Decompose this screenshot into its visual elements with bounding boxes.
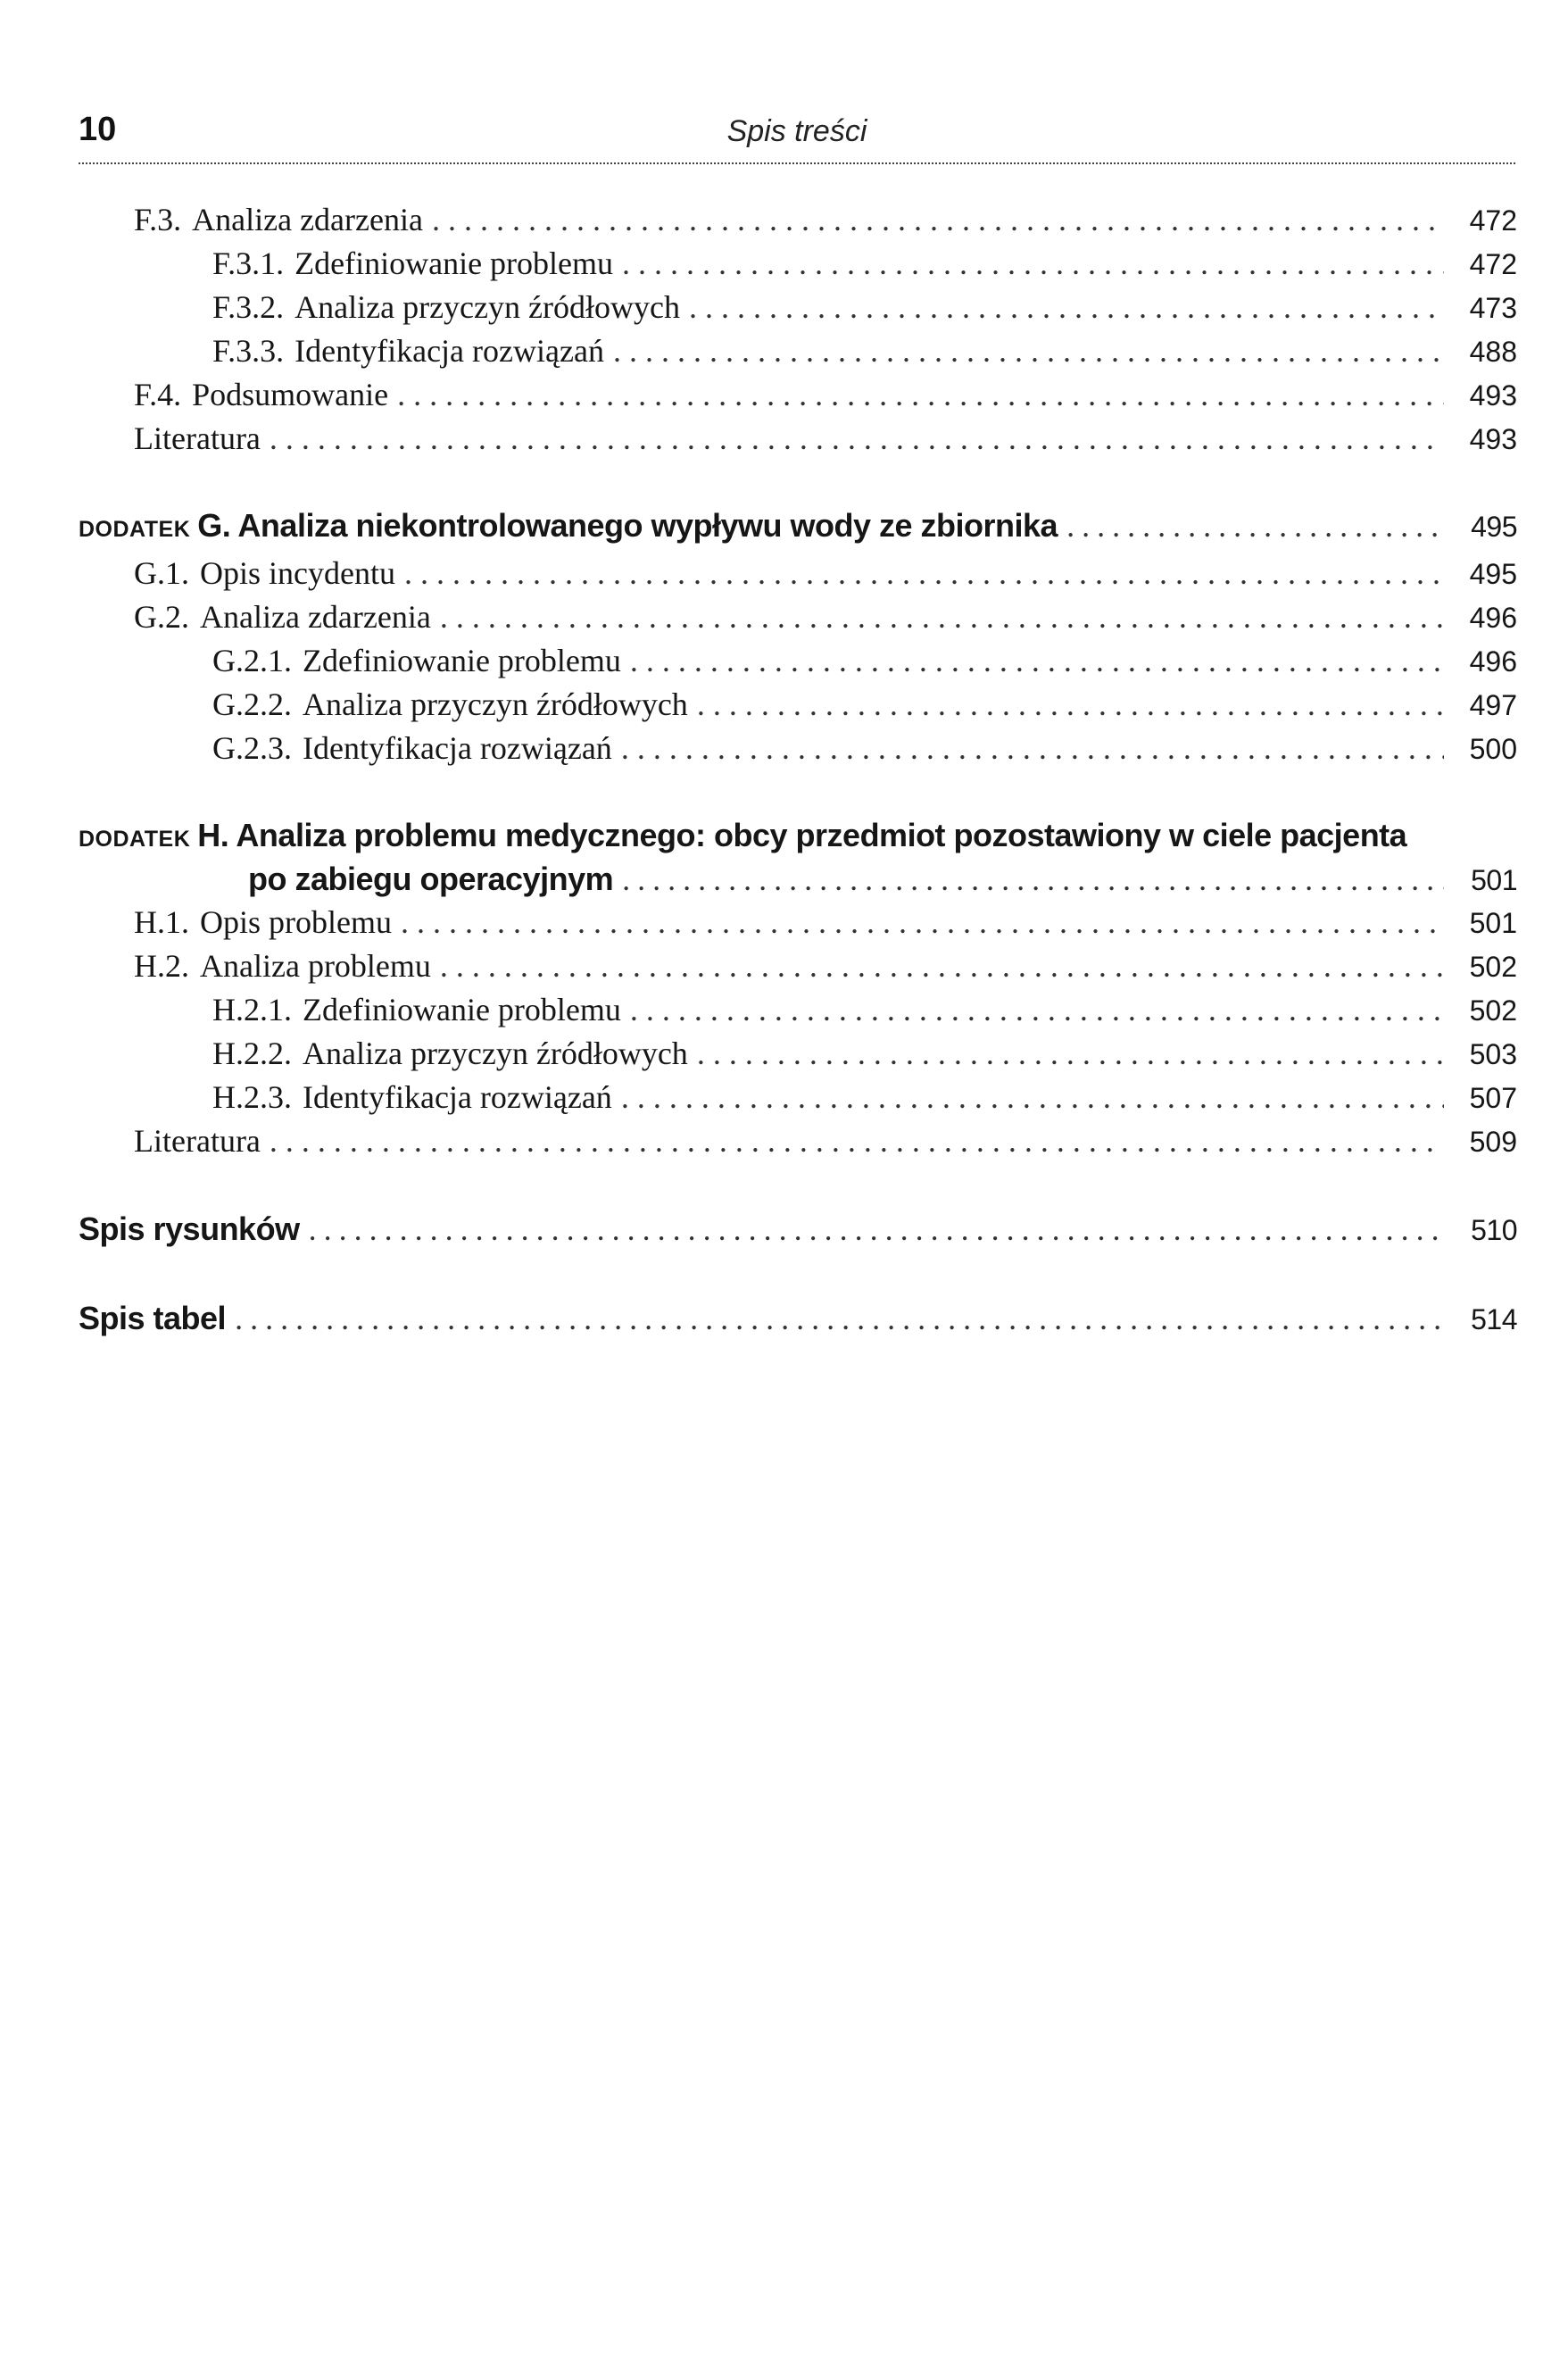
entry-title: Analiza przyczyn źródłowych: [303, 686, 688, 722]
toc-entry-h2-1[interactable]: [79, 988, 1517, 1032]
dot-leader: [401, 901, 1444, 944]
toc-entry-g2-1[interactable]: [79, 639, 1517, 683]
entry-number: F.3.3.: [212, 333, 285, 369]
entry-page: 510: [1471, 1214, 1517, 1246]
entry-number: F.3.1.: [212, 245, 285, 281]
dot-leader: [270, 1119, 1444, 1163]
section-title: Spis tabel: [79, 1300, 227, 1336]
entry-number: G.1.: [134, 555, 189, 591]
entry-number: H.1.: [134, 904, 189, 940]
toc-entry-h2-2[interactable]: [79, 1032, 1517, 1076]
entry-page: 514: [1471, 1303, 1517, 1335]
toc-entry-h2[interactable]: [79, 944, 1517, 988]
entry-page: 502: [1469, 994, 1517, 1027]
entry-page: 502: [1469, 951, 1517, 983]
dot-leader: [630, 988, 1444, 1032]
entry-title: Opis problemu: [200, 904, 392, 940]
dot-leader: [613, 329, 1444, 373]
entry-title: Analiza problemu: [200, 948, 431, 984]
dot-leader: [1066, 504, 1444, 548]
entry-title: Analiza zdarzenia: [192, 202, 423, 237]
toc-entry-f3-1[interactable]: [79, 242, 1517, 286]
toc-entry-f3[interactable]: [79, 198, 1517, 242]
appendix-title-line2: po zabiegu operacyjnym: [248, 861, 614, 897]
appendix-title-line1: H. Analiza problemu medycznego: obcy przedmiot pozostawiony w ciele pacjenta: [197, 817, 1407, 853]
entry-title: Literatura: [134, 420, 261, 456]
entry-number: G.2.3.: [212, 730, 292, 766]
dot-leader: [404, 552, 1444, 595]
toc-appendix-h[interactable]: [79, 813, 1517, 901]
toc-entry-g2-3[interactable]: [79, 727, 1517, 770]
dot-leader: [622, 242, 1444, 286]
toc-entry-h1[interactable]: [79, 901, 1517, 944]
entry-number: F.3.2.: [212, 289, 285, 325]
table-of-contents: [79, 198, 1517, 1342]
dot-leader: [621, 727, 1444, 770]
entry-title: Zdefiniowanie problemu: [303, 992, 621, 1027]
dot-leader: [630, 639, 1444, 683]
dot-leader: [689, 286, 1444, 329]
entry-number: H.2.1.: [212, 992, 292, 1027]
dot-leader: [697, 1032, 1444, 1076]
entry-title: Literatura: [134, 1123, 261, 1159]
entry-page: 503: [1469, 1038, 1517, 1070]
running-title: Spis treści: [726, 114, 867, 148]
dot-leader: [235, 1297, 1444, 1341]
dot-leader: [440, 944, 1444, 988]
entry-title: Identyfikacja rozwiązań: [295, 333, 604, 369]
entry-page: 473: [1469, 292, 1517, 324]
entry-page: 500: [1469, 733, 1517, 765]
entry-page: 488: [1469, 336, 1517, 368]
section-title: Spis rysunków: [79, 1210, 300, 1247]
entry-page: 501: [1469, 907, 1517, 939]
entry-title: Zdefiniowanie problemu: [295, 245, 614, 281]
toc-entry-f3-3[interactable]: [79, 329, 1517, 373]
entry-number: H.2.: [134, 948, 189, 984]
toc-entry-f-literatura[interactable]: [79, 417, 1517, 461]
toc-section-spis-rysunkow[interactable]: [79, 1207, 1517, 1252]
entry-title: Analiza przyczyn źródłowych: [295, 289, 680, 325]
entry-page: 472: [1469, 204, 1517, 237]
entry-page: 495: [1469, 558, 1517, 590]
toc-entry-f3-2[interactable]: [79, 286, 1517, 329]
entry-number: G.2.2.: [212, 686, 292, 722]
entry-title: Opis incydentu: [200, 555, 395, 591]
dot-leader: [397, 373, 1444, 417]
entry-title: Zdefiniowanie problemu: [303, 643, 621, 678]
appendix-prefix: DODATEK: [79, 827, 191, 852]
entry-title: Identyfikacja rozwiązań: [303, 730, 612, 766]
toc-entry-g1[interactable]: [79, 552, 1517, 595]
dot-leader: [697, 683, 1444, 727]
entry-page: 501: [1471, 864, 1517, 896]
entry-page: 497: [1469, 689, 1517, 721]
running-header: [79, 104, 1515, 164]
entry-page: 495: [1471, 511, 1517, 543]
entry-page: 472: [1469, 248, 1517, 280]
toc-entry-g2[interactable]: [79, 595, 1517, 639]
dot-leader: [440, 595, 1444, 639]
entry-number: H.2.2.: [212, 1036, 292, 1071]
entry-page: 509: [1469, 1126, 1517, 1158]
entry-title: Analiza zdarzenia: [200, 599, 431, 635]
appendix-prefix: DODATEK: [79, 517, 191, 542]
appendix-title: G. Analiza niekontrolowanego wypływu wody ze zbiornika: [197, 507, 1058, 544]
entry-number: F.4.: [134, 377, 182, 412]
toc-appendix-g[interactable]: [79, 503, 1517, 552]
dot-leader: [621, 1076, 1444, 1119]
entry-title: Podsumowanie: [192, 377, 389, 412]
toc-section-spis-tabel[interactable]: [79, 1296, 1517, 1342]
page-number: 10: [79, 111, 117, 148]
toc-entry-f4[interactable]: [79, 373, 1517, 417]
toc-entry-h2-3[interactable]: [79, 1076, 1517, 1119]
dot-leader: [309, 1208, 1444, 1252]
entry-page: 493: [1469, 423, 1517, 455]
toc-entry-g2-2[interactable]: [79, 683, 1517, 727]
entry-page: 507: [1469, 1082, 1517, 1114]
entry-page: 496: [1469, 645, 1517, 678]
entry-number: F.3.: [134, 202, 182, 237]
entry-number: G.2.: [134, 599, 189, 635]
entry-page: 493: [1469, 379, 1517, 412]
entry-title: Identyfikacja rozwiązań: [303, 1079, 612, 1115]
dot-leader: [270, 417, 1444, 461]
dot-leader: [622, 858, 1444, 902]
entry-title: Analiza przyczyn źródłowych: [303, 1036, 688, 1071]
entry-number: H.2.3.: [212, 1079, 292, 1115]
toc-entry-h-literatura[interactable]: [79, 1119, 1517, 1163]
entry-number: G.2.1.: [212, 643, 292, 678]
entry-page: 496: [1469, 602, 1517, 634]
dot-leader: [432, 198, 1444, 242]
